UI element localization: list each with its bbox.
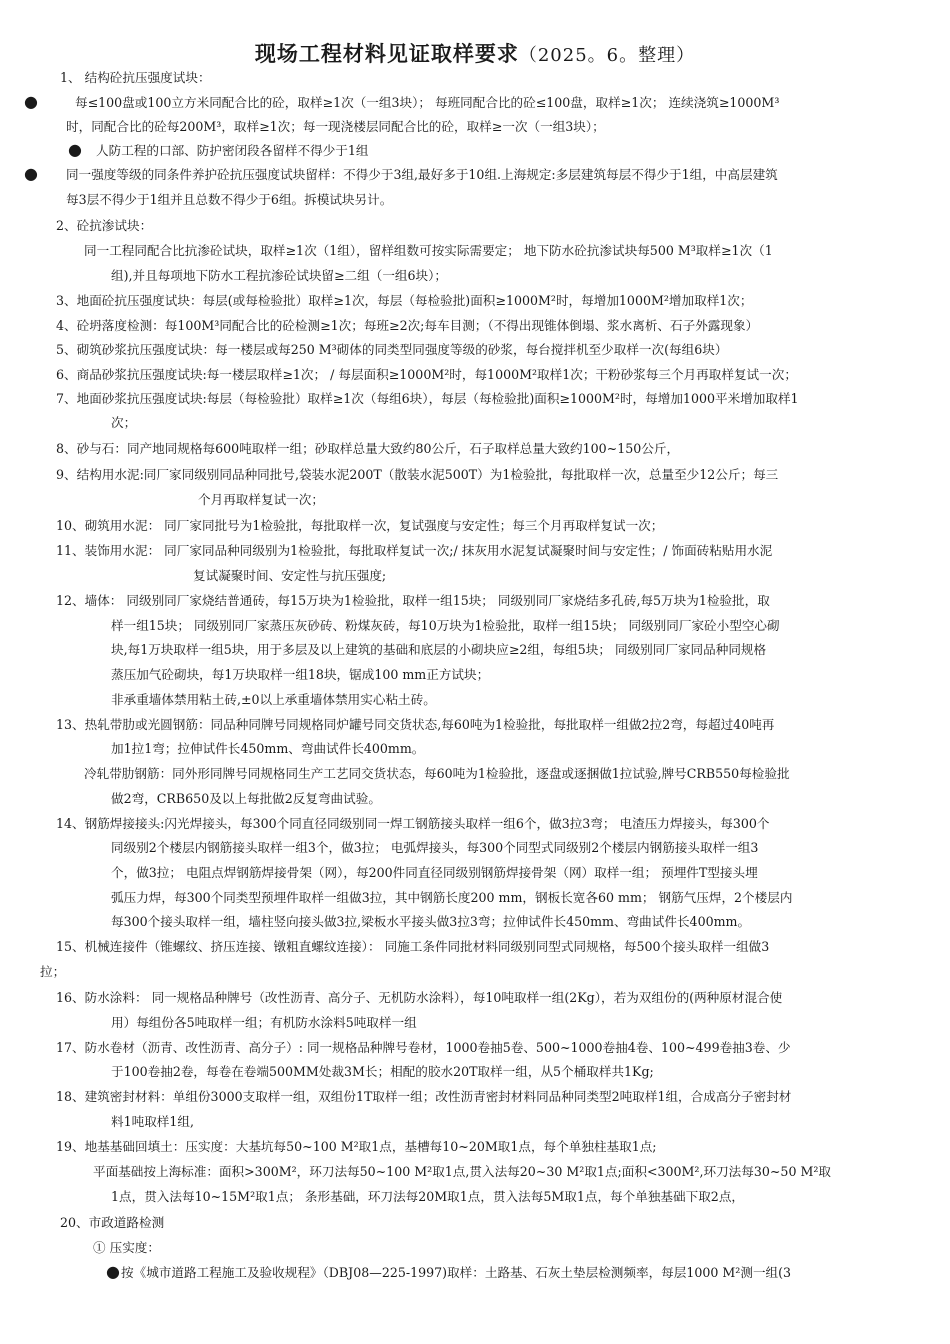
text-line: 17、防水卷材（沥青、改性沥青、高分子）: 同一规格品种牌号卷材，1000卷抽5卷、500~1000卷抽4卷、100~499卷抽3卷、少 — [56, 1040, 791, 1055]
text-line: 同一强度等级的同条件养护砼抗压强度试块留样：不得少于3组,最好多于10组.上海规定:多层建筑每层不得少于1组，中高层建筑 — [66, 167, 778, 182]
text-line: 2、砼抗渗试块： — [56, 218, 153, 233]
text-line: 块,每1万块取样一组5块，用于多层及以上建筑的基础和底层的小砌块应≥2组，每组5块； 同级别同厂家同品种同规格 — [111, 642, 767, 657]
text-line: 冷轧带肋钢筋：同外形同牌号同规格同生产工艺同交货状态，每60吨为1检验批，逐盘或逐捆做1拉试验,牌号CRB550每检验批 — [84, 766, 790, 781]
text-line: 加1拉1弯；拉伸试件长450mm、弯曲试件长400mm。 — [111, 741, 425, 756]
text-line: 用）每组份各5吨取样一组；有机防水涂料5吨取样一组 — [111, 1015, 417, 1030]
text-line: 12、墙体： 同级别同厂家烧结普通砖，每15万块为1检验批，取样一组15块； 同级别同厂家烧结多孔砖,每5万块为1检验批，取 — [56, 593, 770, 608]
text-line: 做2弯，CRB650及以上每批做2反复弯曲试验。 — [111, 791, 381, 806]
page-title — [0, 38, 950, 68]
text-line: 于100卷抽2卷，每卷在卷端500MM处裁3M长；相配的胶水20T取样一组，从5个桶取样共1Kg; — [111, 1064, 654, 1079]
text-line: 按《城市道路工程施工及验收规程》（DBJ08—225-1997)取样：土路基、石灰土垫层检测频率，每层1000 M²测一组(3 — [121, 1265, 792, 1280]
bullet-dot-icon: ● — [106, 1262, 120, 1281]
text-line: 平面基础按上海标准：面积>300M²，环刀法每50~100 M²取1点,贯入法每20~30 M²取1点;面积<300M²,环刀法每30~50 M²取 — [93, 1164, 832, 1179]
text-line: 16、防水涂料： 同一规格品种牌号（改性沥青、高分子、无机防水涂料），每10吨取样一组(2Kg），若为双组份的(两种原材混合使 — [56, 990, 783, 1005]
text-line: 每300个接头取样一组，墙柱竖向接头做3拉,梁板水平接头做3拉3弯；拉伸试件长450mm、弯曲试件长400mm。 — [111, 914, 751, 929]
text-line: 11、装饰用水泥： 同厂家同品种同级别为1检验批，每批取样复试一次;/ 抹灰用水泥复试凝聚时间与安定性；/ 饰面砖粘贴用水泥 — [56, 543, 773, 558]
text-line: 15、机械连接件（锥螺纹、挤压连接、镦粗直螺纹连接）： 同施工条件同批材料同级别同型式同规格，每500个接头取样一组做3 — [56, 939, 770, 954]
text-line: 20、市政道路检测 — [60, 1215, 165, 1230]
text-line: 人防工程的口部、防护密闭段各留样不得少于1组 — [96, 143, 369, 158]
text-line: 组),并且每项地下防水工程抗渗砼试块留≥二组（一组6块）； — [111, 268, 448, 283]
text-line: 个，做3拉； 电阻点焊钢筋焊接骨架（网），每200件同直径同级别钢筋焊接骨架（网）取样一组； 预埋件T型接头埋 — [111, 865, 758, 880]
text-line: 料1吨取样1组, — [111, 1114, 194, 1129]
bullet-dot-icon: ● — [68, 140, 82, 159]
title-main: 现场工程材料见证取样要求 — [254, 41, 519, 66]
text-line: 19、地基基础回填土：压实度：大基坑每50~100 M²取1点，基槽每10~20M取1点，每个单独柱基取1点; — [56, 1139, 657, 1154]
text-line: 非承重墙体禁用粘土砖,±0以上承重墙体禁用实心粘土砖。 — [111, 692, 436, 707]
text-line: 个月再取样复试一次； — [198, 492, 324, 507]
text-line: 6、商品砂浆抗压强度试块:每一楼层取样≥1次； / 每层面积≥1000M²时，每1000M²取样1次；干粉砂浆每三个月再取样复试一次； — [56, 367, 797, 382]
text-line: ① 压实度： — [93, 1240, 160, 1255]
text-line: 复试凝聚时间、安定性与抗压强度; — [193, 568, 387, 583]
text-line: 5、砌筑砂浆抗压强度试块：每一楼层或每250 M³砌体的同类型同强度等级的砂浆，每台搅拌机至少取样一次(每组6块） — [56, 342, 728, 357]
title-subtitle: （2025。6。整理） — [518, 45, 696, 66]
text-line: 4、砼坍落度检测：每100M³同配合比的砼检测≥1次；每班≥2次;每车目测；（不得出现锥体倒塌、浆水离析、石子外露现象） — [56, 318, 759, 333]
text-line: 7、地面砂浆抗压强度试块:每层（每检验批）取样≥1次（每组6块），每层（每检验批)面积≥1000M²时，每增加1000平米增加取样1 — [56, 391, 799, 406]
text-line: 蒸压加气砼砌块，每1万块取样一组18块，锯成100 mm正方试块； — [111, 667, 490, 682]
text-line: 弧压力焊，每300个同类型预埋件取样一组做3拉，其中钢筋长度200 mm，钢板长宽各60 mm； 钢筋气压焊，2个楼层内 — [111, 890, 793, 905]
text-line: 18、建筑密封材料：单组份3000支取样一组，双组份1T取样一组；改性沥青密封材料同品种同类型2吨取样1组，合成高分子密封材 — [56, 1089, 792, 1104]
text-line: 样一组15块； 同级别同厂家蒸压灰砂砖、粉煤灰砖，每10万块为1检验批，取样一组15块； 同级别同厂家砼小型空心砌 — [111, 618, 780, 633]
text-line: 14、钢筋焊接接头:闪光焊接头，每300个同直径同级别同一焊工钢筋接头取样一组6个，做3拉3弯； 电渣压力焊接头，每300个 — [56, 816, 770, 831]
text-line: 3、地面砼抗压强度试块：每层(或每检验批）取样≥1次，每层（每检验批)面积≥1000M²时，每增加1000M²增加取样1次； — [56, 293, 753, 308]
bullet-dot-icon: ● — [24, 164, 38, 183]
text-line: 时，同配合比的砼每200M³，取样≥1次；每一现浇楼层同配合比的砼，取样≥一次（一组3块）； — [66, 119, 605, 134]
text-line: 同级别2个楼层内钢筋接头取样一组3个，做3拉； 电弧焊接头，每300个同型式同级别2个楼层内钢筋接头取样一组3 — [111, 840, 759, 855]
text-line: 每3层不得少于1组并且总数不得少于6组。拆模试块另计。 — [66, 192, 393, 207]
bullet-dot-icon: ● — [24, 92, 38, 111]
text-line: 8、砂与石：同产地同规格每600吨取样一组；砂取样总量大致约80公斤，石子取样总量大致约100~150公斤， — [56, 441, 680, 456]
text-line: 拉； — [40, 964, 66, 979]
text-line: 1点，贯入法每10~15M²取1点； 条形基础，环刀法每20M取1点，贯入法每5M取1点，每个单独基础下取2点， — [111, 1189, 745, 1204]
text-line: 9、结构用水泥:同厂家同级别同品种同批号,袋装水泥200T（散装水泥500T）为1检验批，每批取样一次，总量至少12公斤；每三 — [56, 467, 779, 482]
text-line: 次； — [111, 415, 137, 430]
text-line: 同一工程同配合比抗渗砼试块，取样≥1次（1组），留样组数可按实际需要定； 地下防水砼抗渗试块每500 M³取样≥1次（1 — [84, 243, 773, 258]
text-line: 13、热轧带肋或光圆钢筋：同品种同牌号同规格同炉罐号同交货状态,每60吨为1检验批，每批取样一组做2拉2弯，每超过40吨再 — [56, 717, 775, 732]
text-line: 1、 结构砼抗压强度试块： — [60, 70, 211, 85]
text-line: 每≤100盘或100立方米同配合比的砼，取样≥1次（一组3块）； 每班同配合比的砼≤100盘，取样≥1次； 连续浇筑≥1000M³ — [75, 95, 780, 110]
text-line: 10、砌筑用水泥： 同厂家同批号为1检验批，每批取样一次，复试强度与安定性；每三个月再取样复试一次； — [56, 518, 664, 533]
